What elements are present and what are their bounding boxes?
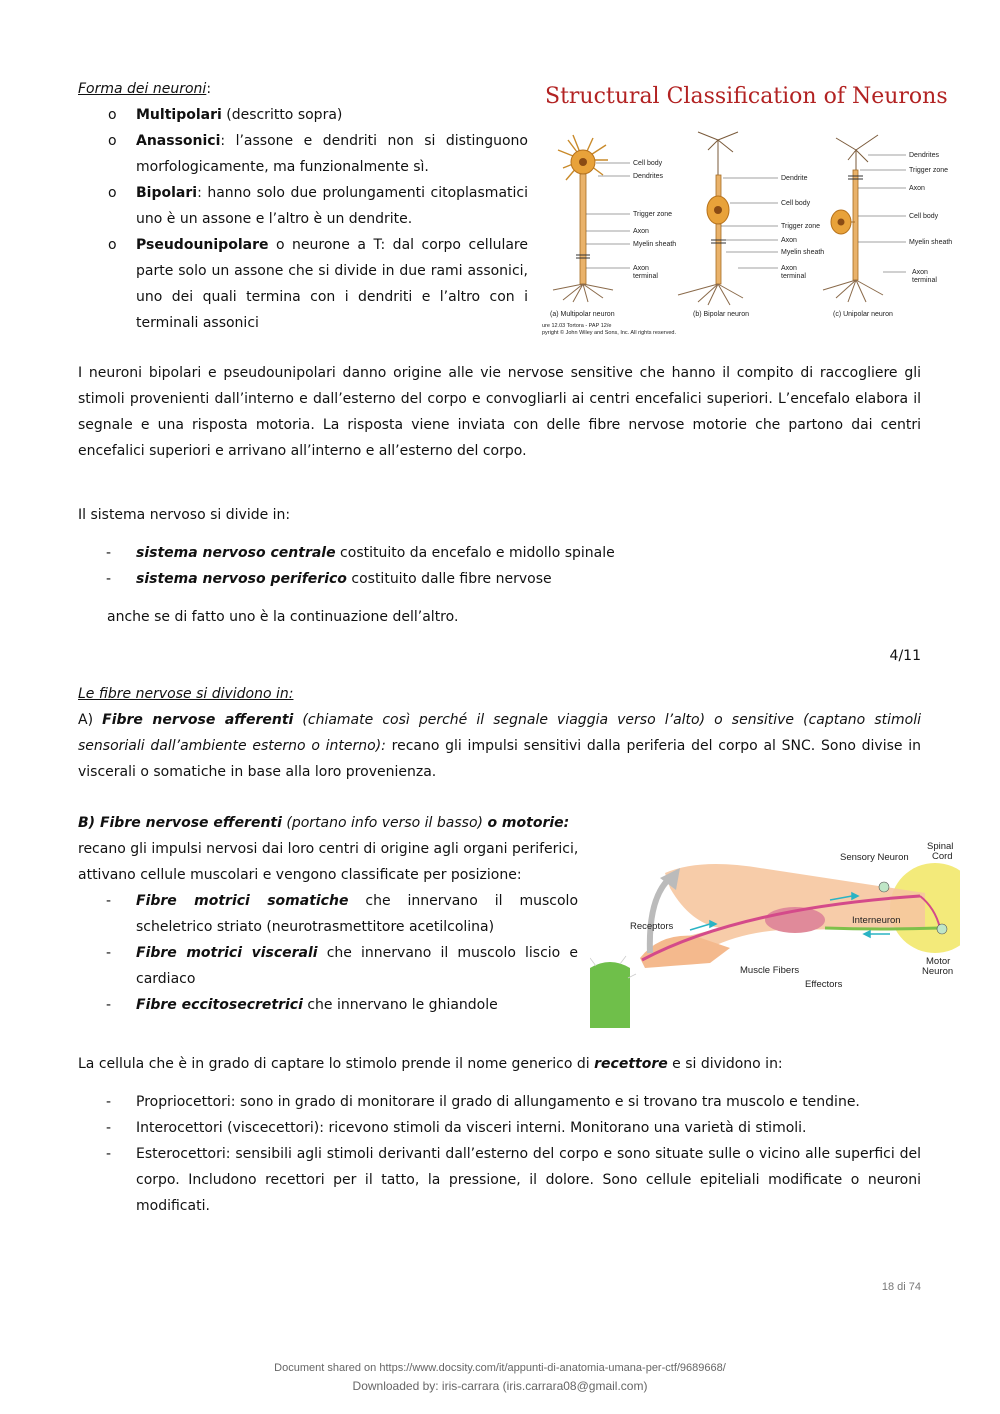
list-item: o Pseudounipolare o neurone a T: dal corpo cellulare parte solo un assone che si divide in due rami assonici, uno dei quali termina con i dendriti e l’altro con i terminali assonici: [108, 237, 528, 331]
label-dendrites-c: Dendrites: [909, 152, 939, 159]
cactus-shape: [590, 962, 630, 1028]
division-intro: Il sistema nervoso si divide in:: [78, 507, 291, 523]
label-axon-terminal-b: Axon: [781, 265, 797, 272]
footer-downloaded: Downloaded by: iris-carrara (iris.carrara08@gmail.com): [352, 1379, 648, 1393]
nervous-system-list: [78, 540, 921, 592]
list-item: - Fibre eccitosecretrici che innervano le ghiandole: [106, 997, 498, 1013]
list-item: o Bipolari: hanno solo due prolungamenti citoplasmatici uno è un assone e l’altro è un dendrite.: [108, 185, 528, 227]
page-number: 18 di 74: [881, 1281, 921, 1293]
label-axon-terminal-b2: terminal: [781, 273, 806, 280]
unipolar-neuron-illustration: [823, 135, 883, 302]
label-cell-body: Cell body: [633, 160, 663, 167]
list-item: - Propriocettori: sono in grado di monitorare il grado di allungamento e si trovano tra muscolo e tendine.: [106, 1094, 860, 1110]
label-effectors: Effectors: [805, 979, 843, 990]
label-muscle-fibers: Muscle Fibers: [740, 965, 800, 976]
label-cell-body-b: Cell body: [781, 200, 811, 207]
receptors-list: [78, 1089, 921, 1219]
label-axon-c: Axon: [909, 185, 925, 192]
label-axon: Axon: [633, 228, 649, 235]
label-myelin-sheath-b: Myelin sheath: [781, 249, 825, 256]
list-item: o Anassonici: l’assone e dendriti non si distinguono morfologicamente, ma funzionalmente sì.: [108, 133, 528, 175]
label-cord: Cord: [932, 851, 953, 862]
label-axon-terminal-2: terminal: [633, 273, 658, 280]
caption-bipolar: (b) Bipolar neuron: [693, 311, 750, 318]
label-axon-terminal: Axon: [633, 265, 649, 272]
footer-shared: Document shared on https://www.docsity.com/it/appunti-di-anatomia-umana-per-ctf/9689668/: [274, 1362, 726, 1374]
label-myelin-sheath-c: Myelin sheath: [909, 239, 953, 246]
list-item: - sistema nervoso centrale costituito da encefalo e midollo spinale: [106, 545, 615, 561]
paragraph-sensitive-pathways: I neuroni bipolari e pseudounipolari danno origine alle vie nervose sensitive che hanno il compito di raccogliere gli stimoli provenienti dall’interno e dall’esterno del corpo e convogliarli ai centri encefalici superiori. L’encefalo elabora il segnale e una risposta motoria. La risposta viene inviata con delle fibre nervose motorie che partono dai centri encefalici superiori e arrivano all’interno e all’esterno del corpo.: [78, 365, 921, 459]
inner-page-number: 4/11: [889, 648, 921, 664]
efferent-fibers-text: recano gli impulsi nervosi dai loro centri di origine agli organi periferici, attivano cellule muscolari e vengono classificate per posizione:: [78, 841, 579, 883]
label-trigger-zone-c: Trigger zone: [909, 167, 949, 174]
list-item: - Fibre motrici viscerali che innervano il muscolo liscio e cardiaco: [106, 945, 578, 987]
list-item: - Interocettori (viscecettori): ricevono stimoli da visceri interni. Monitorano una varietà di stimoli.: [106, 1120, 807, 1136]
afferent-fibers-paragraph: A) Fibre nervose afferenti (chiamate così perché il segnale viaggia verso l’alto) o sensitive (captano stimoli sensoriali dall’ambiente esterno o interno): recano gli impulsi sensitivi dalla periferia del corpo al SNC. Sono divise in viscerali o somatiche in base alla loro provenienza.: [78, 712, 921, 780]
figure-title: Structural Classification of Neurons: [545, 84, 948, 109]
label-dendrites: Dendrites: [633, 173, 663, 180]
label-motor: Motor: [926, 956, 951, 967]
label-sensory-neuron: Sensory Neuron: [840, 852, 909, 863]
division-note: anche se di fatto uno è la continuazione dell’altro.: [107, 609, 459, 625]
label-axon-terminal-c: Axon: [912, 269, 928, 276]
label-spinal: Spinal: [927, 841, 954, 852]
caption-multipolar: (a) Multipolar neuron: [550, 311, 615, 318]
label-trigger-zone-b: Trigger zone: [781, 223, 821, 230]
bipolar-neuron-illustration: [678, 132, 743, 305]
label-myelin-sheath: Myelin sheath: [633, 241, 677, 248]
label-axon-b: Axon: [781, 237, 797, 244]
shape-heading: Forma dei neuroni:: [78, 81, 212, 97]
figure-copyright: pyright © John Wiley and Sons, Inc. All rights reserved.: [542, 330, 676, 336]
multipolar-neuron-illustration: [553, 135, 613, 302]
fibers-heading: Le fibre nervose si dividono in:: [78, 686, 294, 702]
label-axon-terminal-c2: terminal: [912, 277, 937, 284]
caption-unipolar: (c) Unipolar neuron: [833, 311, 893, 318]
list-item: o Multipolari (descritto sopra): [108, 107, 343, 123]
neuron-classification-figure: [538, 130, 958, 340]
label-cell-body-c: Cell body: [909, 213, 939, 220]
list-item: - Fibre motrici somatiche che innervano il muscolo scheletrico striato (neurotrasmettitore acetilcolina): [106, 893, 579, 935]
motor-fibers-list: [78, 888, 578, 1018]
list-item: - Esterocettori: sensibili agli stimoli derivanti dall’esterno del corpo e sono situate sulle o vicino alle superfici del corpo. Includono recettori per il tatto, la pressione, il dolore. Sono cellule epiteliali modificate o neuroni modificati.: [106, 1146, 921, 1214]
label-interneuron: Interneuron: [852, 915, 901, 926]
reflex-arc-figure: [590, 838, 960, 1028]
neuron-shape-list: [78, 102, 528, 336]
label-neuron: Neuron: [922, 966, 954, 977]
receptors-intro: La cellula che è in grado di captare lo stimolo prende il nome generico di recettore e si dividono in:: [78, 1056, 783, 1072]
motor-path: [825, 928, 940, 929]
label-trigger-zone: Trigger zone: [633, 211, 673, 218]
figure-credit: ure 12.03 Tortora - PAP 12/e: [542, 323, 612, 329]
label-receptors: Receptors: [630, 921, 674, 932]
label-dendrite: Dendrite: [781, 175, 808, 182]
list-item: - sistema nervoso periferico costituito dalle fibre nervose: [106, 571, 552, 587]
efferent-fibers-heading: B) Fibre nervose efferenti (portano info verso il basso) o motorie:: [78, 815, 570, 831]
